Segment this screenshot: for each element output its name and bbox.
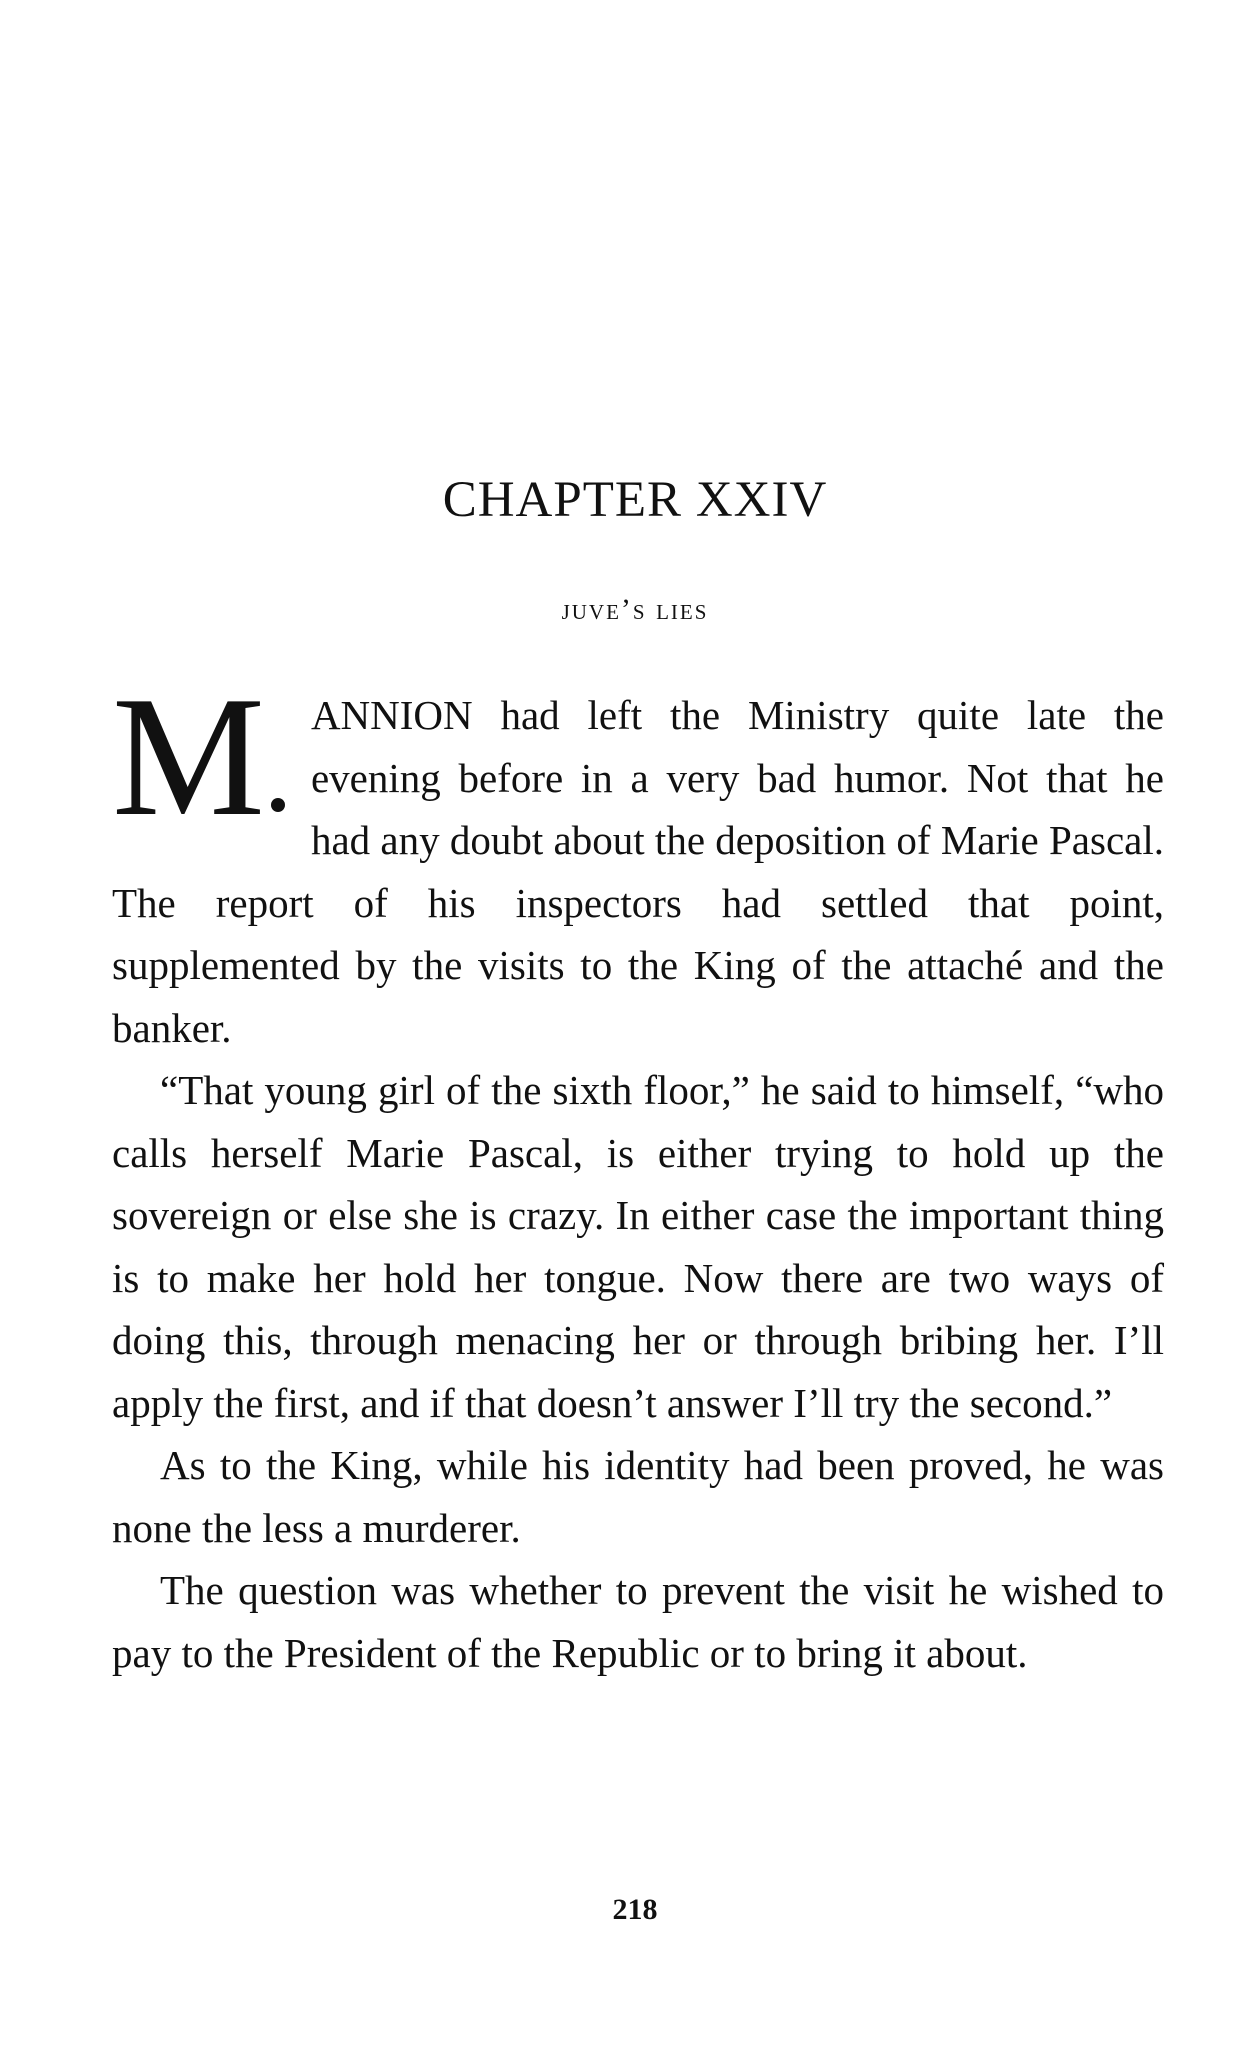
paragraph-2: “That young girl of the sixth floor,” he said to himself, “who calls herself Marie Pascal, is either trying to hold up the sovereign or else she is crazy. In either case the important thing is to make her hold her tongue. Now there are two ways of doing this, through menacing her or through bribing her. I’ll apply the first, and if that doesn’t answer I’ll try the second.” <box>112 1067 1164 1426</box>
paragraph-3: As to the King, while his identity had been proved, he was none the less a murderer. <box>112 1442 1164 1551</box>
chapter-body <box>112 662 1164 1684</box>
drop-cap <box>112 662 285 852</box>
drop-cap-dot-icon <box>271 798 285 812</box>
chapter-title: CHAPTER XXIV <box>442 472 828 528</box>
drop-cap-letter: M <box>112 662 265 852</box>
paragraph-1 <box>112 662 1164 1059</box>
paragraph-4: The question was whether to prevent the visit he wished to pay to the President of the Republic or to bring it about. <box>112 1567 1164 1676</box>
chapter-subtitle: juve’s lies <box>561 593 709 626</box>
paragraph-1-text: ANNION had left the Ministry quite late the evening before in a very bad humor. Not that he had any doubt about the deposition of Marie Pascal. The report of his inspectors had settled that point, supplemented by the visits to the King of the attaché and the banker. <box>112 692 1164 1051</box>
page-number: 218 <box>612 1893 658 1926</box>
